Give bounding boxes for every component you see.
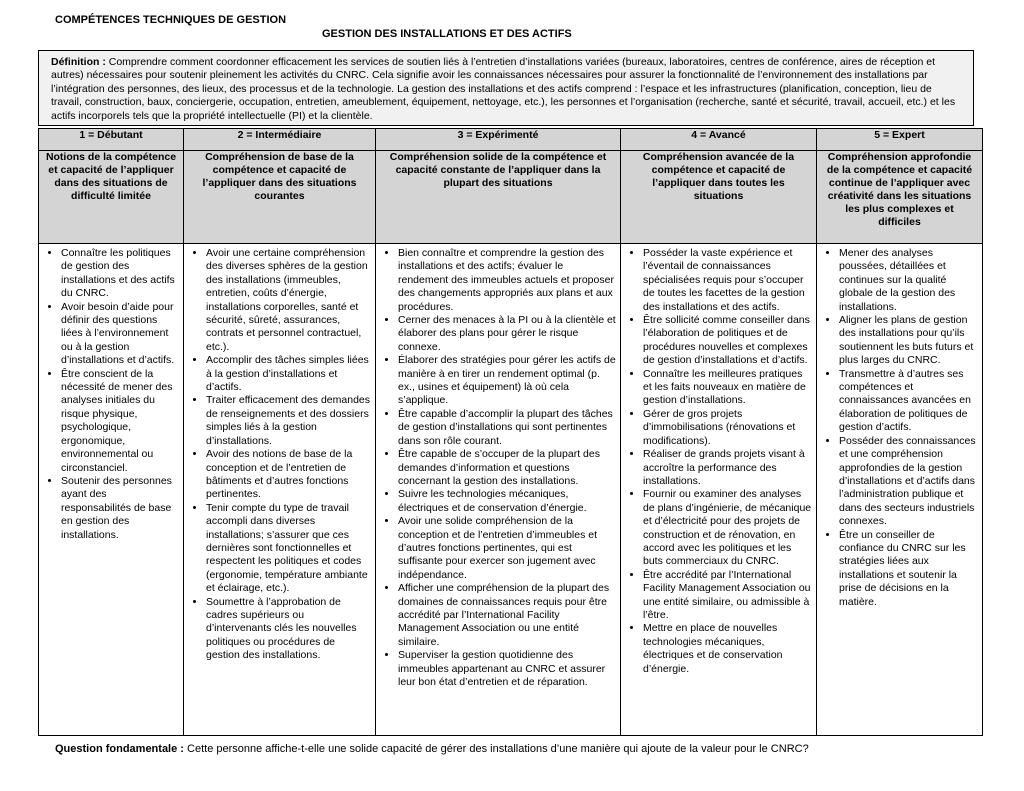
level-3-description: Compréhension solide de la compétence et capacité constante de l’appliquer dans la plupart des situations [376,151,621,244]
list-item: • Traiter efficacement des demandes de renseignements et des dossiers simples liés à la gestion d’installations. [206,394,371,448]
list-item: • Soutenir des personnes ayant des responsabilités de base en gestion des installations. [61,475,179,542]
list-item: • Connaître les politiques de gestion des installations et des actifs du CNRC. [61,247,179,301]
level-2-items-cell [184,244,376,736]
level-4-label: 4 = Avancé [621,129,817,151]
list-item: • Avoir des notions de base de la conception et de l’entretien de bâtiments et d’autres fonctions pertinentes. [206,448,371,502]
list-item: • Cerner des menaces à la PI ou à la clientèle et élaborer des plans pour gérer le risque connexe. [398,314,616,354]
competency-table [38,128,983,736]
list-item: • Avoir une certaine compréhension des diverses sphères de la gestion des installations (immeubles, entretien, coûts d’énergie, installations corporelles, santé et sécurité, sûreté, assurances, contrats et personnel contractuel, etc.). [206,247,371,354]
level-1-label: 1 = Débutant [39,129,184,151]
level-5-description: Compréhension approfondie de la compétence et capacité continue de l’appliquer avec créativité dans les situations les plus complexes et difficiles [817,151,983,244]
level-2-label: 2 = Intermédiaire [184,129,376,151]
level-2-description: Compréhension de base de la compétence et capacité de l’appliquer dans des situations courantes [184,151,376,244]
list-item: • Transmettre à d’autres ses compétences et connaissances avancées en élaboration de politiques de gestion d’actifs. [839,368,978,435]
list-item: • Gérer de gros projets d’immobilisations (rénovations et modifications). [643,408,812,448]
list-item: • Tenir compte du type de travail accompli dans diverses installations; s’assurer que ces dernières sont fonctionnelles et respectent les politiques et codes (ergonomie, température ambiante et éclairage, etc.). [206,502,371,596]
list-item: • Superviser la gestion quotidienne des immeubles appartenant au CNRC et assurer leur bon état d’entretien et de réparation. [398,649,616,689]
level-header-row [39,129,983,151]
page-title: GESTION DES INSTALLATIONS ET DES ACTIFS [322,28,572,40]
level-1-items [43,247,179,542]
list-item: • Accomplir des tâches simples liées à la gestion d’installations et d’actifs. [206,354,371,394]
level-1-items-cell [39,244,184,736]
level-description-row [39,151,983,244]
definition-label: Définition : [51,56,106,68]
list-item: • Avoir besoin d’aide pour définir des questions liées à l’environnement ou à la gestion d’installations et d’actifs. [61,301,179,368]
definition-box [38,50,974,126]
list-item: • Mener des analyses poussées, détaillées et continues sur la qualité globale de la gestion des installations. [839,247,978,314]
section-heading: COMPÉTENCES TECHNIQUES DE GESTION [55,14,287,26]
list-item: • Posséder la vaste expérience et l’éventail de connaissances spécialisées requis pour s’occuper de toutes les facettes de la gestion des installations et des actifs. [643,247,812,314]
list-item: • Être accrédité par l’International Facility Management Association ou une entité similaire, ou admissible à l’être. [643,569,812,623]
list-item: • Afficher une compréhension de la plupart des domaines de connaissances requis pour être accrédité par l’International Facility Management Association ou une entité similaire. [398,582,616,649]
level-2-items [188,247,371,663]
key-question [55,743,809,755]
level-3-items-cell [376,244,621,736]
level-1-description: Notions de la compétence et capacité de l’appliquer dans des situations de difficulté limitée [39,151,184,244]
list-item: • Être capable d’accomplir la plupart des tâches de gestion d’installations qui sont pertinentes dans son rôle courant. [398,408,616,448]
level-5-items-cell [817,244,983,736]
list-item: • Suivre les technologies mécaniques, électriques et de conservation d’énergie. [398,488,616,515]
list-item: • Fournir ou examiner des analyses de plans d’ingénierie, de mécanique et d’électricité pour des projets de construction et de rénovation, en accord avec les politiques et les buts commerciaux du CNRC. [643,488,812,568]
list-item: • Être un conseiller de confiance du CNRC sur les stratégies liées aux installations et soutenir la prise de décisions en la matière. [839,529,978,609]
level-4-items-cell [621,244,817,736]
list-item: • Soumettre à l’approbation de cadres supérieurs ou d’intervenants clés les nouvelles politiques ou procédures de gestion des installations. [206,596,371,663]
level-5-label: 5 = Expert [817,129,983,151]
level-items-row [39,244,983,736]
list-item: • Connaître les meilleures pratiques et les faits nouveaux en matière de gestion d’installations. [643,368,812,408]
definition-text: Comprendre comment coordonner efficacement les services de soutien liés à l’entretien d’installations variées (bureaux, laboratoires, centres de conférence, aires de réception et autres) nécessaires pour soutenir pleinement les activités du CNRC. Cela signifie avoir les connaissances nécessaires pour assurer la fonctionnalité de l’environnement des installations par l’intégration des personnes, des lieux, des processus et de la technologie. La gestion des installations et des actifs comprend : l’espace et les infrastructures (planification, conception, lieu de travail, construction, baux, conciergerie, occupation, entretien, ameublement, équipement, nettoyage, etc.), les personnes et l’organisation (recherche, santé et sécurité, travail, accueil, etc.) et les actifs incorporels tels que la propriété intellectuelle (PI) et la clientèle. [51,56,956,122]
level-4-items [625,247,812,676]
list-item: • Être sollicité comme conseiller dans l’élaboration de politiques et de procédures nouvelles et complexes de gestion d’installations et d’actifs. [643,314,812,368]
list-item: • Avoir une solide compréhension de la conception et de l’entretien d’immeubles et d’autres fonctions pertinentes, qui est suffisante pour exercer son jugement avec indépendance. [398,515,616,582]
level-3-items [380,247,616,689]
level-5-items [821,247,978,609]
list-item: • Être capable de s’occuper de la plupart des demandes d’information et questions concernant la gestion des installations. [398,448,616,488]
list-item: • Élaborer des stratégies pour gérer les actifs de manière à en tirer un rendement optimal (p. ex., usines et équipement) là où cela s’applique. [398,354,616,408]
list-item: • Bien connaître et comprendre la gestion des installations et des actifs; évaluer le rendement des immeubles actuels et proposer des changements appropriés aux plans et aux procédures. [398,247,616,314]
list-item: • Mettre en place de nouvelles technologies mécaniques, électriques et de conservation d’énergie. [643,622,812,676]
list-item: • Posséder des connaissances et une compréhension approfondies de la gestion d’installations et d’actifs dans l’administration publique et dans des secteurs industriels connexes. [839,435,978,529]
level-4-description: Compréhension avancée de la compétence et capacité de l’appliquer dans toutes les situations [621,151,817,244]
list-item: • Être conscient de la nécessité de mener des analyses initiales du risque physique, psychologique, ergonomique, environnemental ou circonstanciel. [61,368,179,475]
list-item: • Aligner les plans de gestion des installations pour qu’ils soutiennent les buts futurs et plus larges du CNRC. [839,314,978,368]
key-question-label: Question fondamentale : [55,743,184,755]
list-item: • Réaliser de grands projets visant à accroître la performance des installations. [643,448,812,488]
key-question-text: Cette personne affiche-t-elle une solide capacité de gérer des installations d’une manière qui ajoute de la valeur pour le CNRC? [187,743,809,755]
level-3-label: 3 = Expérimenté [376,129,621,151]
